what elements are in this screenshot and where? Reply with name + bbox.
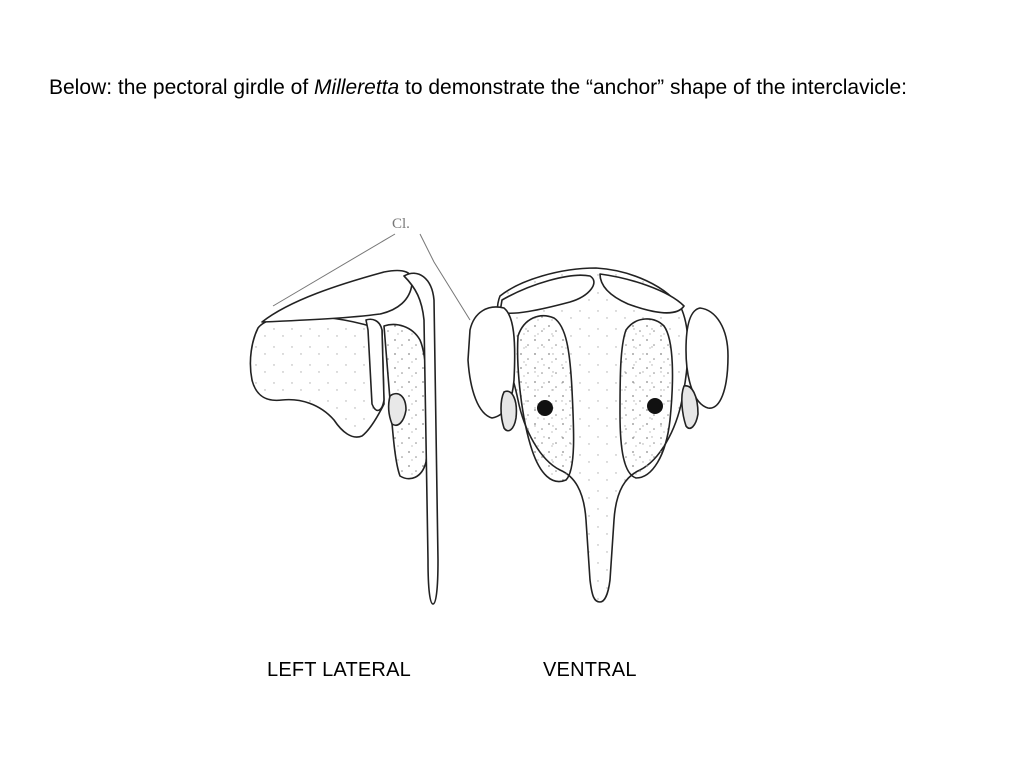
- lateral-clavicle: [262, 271, 412, 323]
- caption-genus-name: Milleretta: [313, 76, 400, 99]
- ventral-right-foramen: [647, 398, 663, 414]
- left-lateral-label: LEFT LATERAL: [267, 659, 411, 681]
- lateral-scapulocoracoid: [250, 316, 384, 437]
- ventral-label: VENTRAL: [543, 659, 637, 681]
- caption-suffix: to demonstrate the “anchor” shape of the interclavicle:: [399, 76, 907, 99]
- ventral-right-coracoid: [620, 319, 672, 478]
- left-lateral-view: [250, 271, 438, 605]
- cl-callout-label: Cl.: [392, 216, 410, 232]
- ventral-left-glenoid: [501, 391, 516, 431]
- caption-prefix: Below: the pectoral girdle of: [49, 76, 314, 99]
- ventral-view: [468, 268, 728, 602]
- ventral-left-coracoid: [518, 316, 574, 482]
- ventral-left-foramen: [537, 400, 553, 416]
